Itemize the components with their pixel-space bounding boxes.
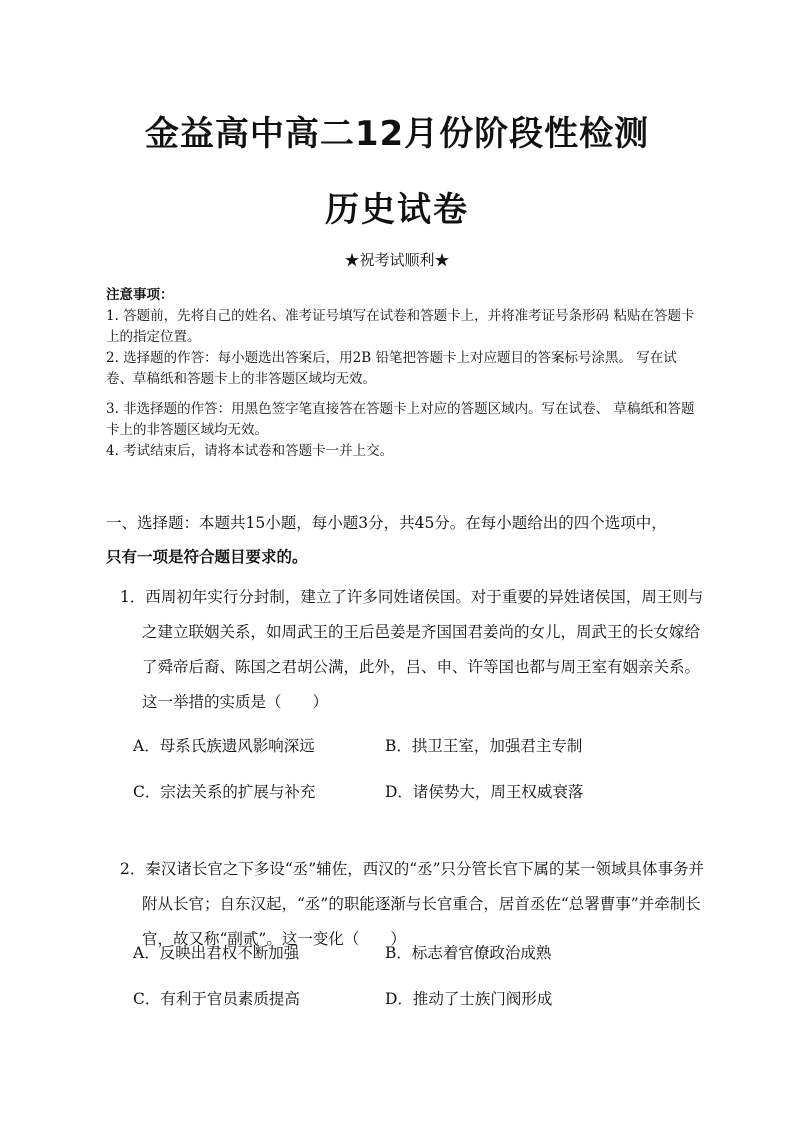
notes-heading: 注意事项： (106, 287, 174, 303)
question-1-stem: 1．西周初年实行分封制，建立了许多同姓诸侯国。对于重要的异姓诸侯国，周王则与之建立联姻关系，如周武王的王后邑姜是齐国国君姜尚的女儿，周武王的长女嫁给了舜帝后裔、陈国之君胡公满，此外，吕、申、许等国也都与周王室有姻亲关系。这一举措的实质是（ ） (120, 588, 704, 711)
question-2-option-c: C．有利于官员素质提高 (133, 990, 300, 1008)
notes-block (106, 285, 696, 462)
note-item-1: 1. 答题前，先将自己的姓名、准考证号填写在试卷和答题卡上，并将准考证号条形码 粘贴在答题卡上的指定位置。 (106, 308, 695, 345)
question-1-option-b: B．拱卫王室，加强君主专制 (385, 737, 583, 755)
question-1-option-d: D．诸侯势大，周王权威衰落 (385, 783, 584, 801)
good-luck-line: ★祝考试顺利★ (344, 251, 450, 269)
exam-title: 金益高中高二12月份阶段性检测 (144, 114, 650, 154)
note-item-2: 2. 选择题的作答：每小题选出答案后，用2B 铅笔把答题卡上对应题目的答案标号涂黑。 写在试卷、草稿纸和答题卡上的非答题区域均无效。 (106, 350, 677, 387)
exam-subtitle: 历史试卷 (325, 190, 469, 230)
section-instructions (106, 506, 706, 574)
question-2-stem: 2．秦汉诸长官之下多设“丞”辅佐，西汉的“丞”只分管长官下属的某一领域具体事务并附从长官；自东汉起，“丞”的职能逐渐与长官重合，居首丞佐“总署曹事”并牵制长官，故又称“副贰”。这一变化（ ） (120, 860, 705, 948)
note-item-4: 4. 考试结束后，请将本试卷和答题卡一并上交。 (106, 443, 394, 459)
section-intro-bold: 只有一项是符合题目要求的。 (106, 547, 308, 566)
question-2-option-b: B．标志着官僚政治成熟 (385, 944, 552, 962)
question-1 (106, 580, 706, 720)
question-2-option-d: D．推动了士族门阀形成 (385, 990, 553, 1008)
section-intro: 一、选择题：本题共15小题，每小题3分，共45分。在每小题给出的四个选项中， (106, 514, 667, 532)
note-item-3: 3. 非选择题的作答：用黑色签字笔直接答在答题卡上对应的答题区域内。写在试卷、 草稿纸和答题卡上的非答题区域均无效。 (106, 401, 695, 438)
question-1-option-c: C．宗法关系的扩展与补充 (133, 783, 316, 801)
question-1-option-a: A．母系氏族遗风影响深远 (133, 737, 315, 755)
question-2-option-a: A．反映出君权不断加强 (133, 944, 300, 962)
